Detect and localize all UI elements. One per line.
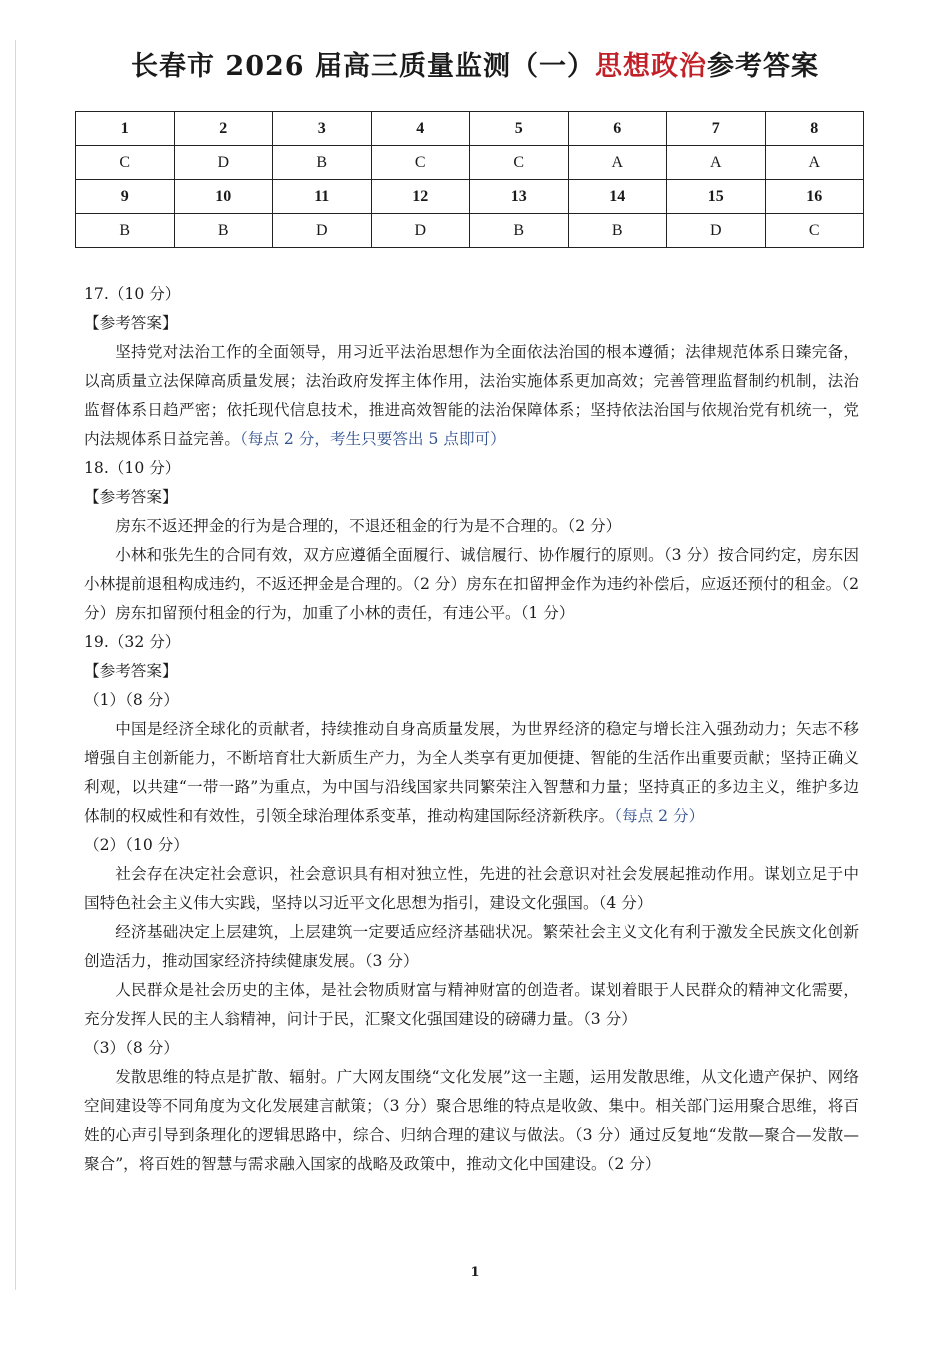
answer-cell: A [667, 146, 766, 180]
q17-ref-label: 【参考答案】 [84, 314, 178, 332]
answer-cell: C [470, 146, 569, 180]
q19-sub2-para-2: 经济基础决定上层建筑，上层建筑一定要适应经济基础状况。繁荣社会主义文化有利于激发全民族文化创新创造活力，推动国家经济持续健康发展。（3 分） [84, 923, 859, 970]
q19-sub1-note: （每点 2 分） [614, 807, 705, 825]
question-number-cell: 8 [765, 112, 864, 146]
question-number-cell: 7 [667, 112, 766, 146]
answer-cell: C [76, 146, 175, 180]
q18-heading: 18.（10 分） [84, 459, 181, 477]
q19-ref-label: 【参考答案】 [84, 662, 178, 680]
q17-note: （每点 2 分，考生只要答出 5 点即可） [239, 430, 506, 448]
answer-cell: B [470, 214, 569, 248]
answer-row [76, 146, 864, 180]
answer-table [75, 111, 864, 248]
page-title [0, 44, 950, 83]
answer-cell: B [568, 214, 667, 248]
answer-cell: D [273, 214, 372, 248]
answer-cell: C [765, 214, 864, 248]
q19-sub1-answer [84, 715, 859, 831]
question-number-cell: 9 [76, 180, 175, 214]
answer-cell: D [174, 146, 273, 180]
q18-para-2: 小林和张先生的合同有效，双方应遵循全面履行、诚信履行、协作履行的原则。（3 分）按合同约定，房东因小林提前退租构成违约，不返还押金是合理的。（2 分）房东在扣留押金作为违约补偿后，应返还预付的租金。（2 分）房东扣留预付租金的行为，加重了小林的责任，有违公平。（1 分） [84, 546, 859, 622]
question-number-cell: 4 [371, 112, 470, 146]
q19-sub3-body: 发散思维的特点是扩散、辐射。广大网友围绕“文化发展”这一主题，运用发散思维，从文化遗产保护、网络空间建设等不同角度为文化发展建言献策；（3 分）聚合思维的特点是收敛、集中。相关部门运用聚合思维，将百姓的心声引导到条理化的逻辑思路中，综合、归纳合理的建议与做法。（3 分）通过反复地“发散—聚合—发散—聚合”，将百姓的智慧与需求融入国家的战略及政策中，推动文化中国建设。（2 分） [84, 1068, 859, 1173]
answer-cell: B [273, 146, 372, 180]
question-number-row [76, 180, 864, 214]
scan-edge-line [15, 40, 16, 1290]
answer-cell: B [174, 214, 273, 248]
answer-cell: B [76, 214, 175, 248]
q19-sub2-para-3: 人民群众是社会历史的主体，是社会物质财富与精神财富的创造者。谋划着眼于人民群众的精神文化需要，充分发挥人民的主人翁精神，问计于民，汇聚文化强国建设的磅礴力量。（3 分） [84, 981, 859, 1028]
question-number-cell: 5 [470, 112, 569, 146]
q19-sub2-para-1: 社会存在决定社会意识，社会意识具有相对独立性，先进的社会意识对社会发展起推动作用。谋划立足于中国特色社会主义伟大实践，坚持以习近平文化思想为指引，建设文化强国。（4 分） [84, 865, 859, 912]
q17-body: 坚持党对法治工作的全面领导，用习近平法治思想作为全面依法治国的根本遵循；法律规范体系日臻完备，以高质量立法保障高质量发展；法治政府发挥主体作用，法治实施体系更加高效；完善管理监督制约机制，法治监督体系日趋严密；依托现代信息技术，推进高效智能的法治保障体系；坚持依法治国与依规治党有机统一，党内法规体系日益完善。 [84, 343, 859, 448]
q19-heading: 19.（32 分） [84, 633, 181, 651]
q19-sub1-heading: （1）（8 分） [84, 691, 179, 709]
answer-cell: A [765, 146, 864, 180]
question-number-cell: 6 [568, 112, 667, 146]
question-number-cell: 3 [273, 112, 372, 146]
title-subject: 思想政治 [594, 51, 707, 82]
answer-cell: C [371, 146, 470, 180]
question-number-cell: 12 [371, 180, 470, 214]
q19-sub1-body: 中国是经济全球化的贡献者，持续推动自身高质量发展，为世界经济的稳定与增长注入强劲动力；矢志不移增强自主创新能力，不断培育壮大新质生产力，为全人类享有更加便捷、智能的生活作出重要贡献；坚持正确义利观，以共建“一带一路”为重点，为中国与沿线国家共同繁荣注入智慧和力量；坚持真正的多边主义，维护多边体制的权威性和有效性，引领全球治理体系变革，推动构建国际经济新秩序。 [84, 720, 859, 825]
question-number-cell: 11 [273, 180, 372, 214]
question-number-cell: 2 [174, 112, 273, 146]
title-part-3: 参考答案 [706, 51, 819, 82]
q19-sub3-heading: （3）（8 分） [84, 1039, 179, 1057]
answer-cell: D [667, 214, 766, 248]
question-number-cell: 15 [667, 180, 766, 214]
answer-cell: A [568, 146, 667, 180]
q17-heading: 17.（10 分） [84, 285, 181, 303]
question-number-row [76, 112, 864, 146]
question-number-cell: 16 [765, 180, 864, 214]
q18-para-1: 房东不返还押金的行为是合理的，不退还租金的行为是不合理的。（2 分） [115, 517, 622, 535]
q19-sub2-heading: （2）（10 分） [84, 836, 189, 854]
answer-cell: D [371, 214, 470, 248]
answer-row [76, 214, 864, 248]
answer-content [84, 280, 859, 1179]
question-number-cell: 10 [174, 180, 273, 214]
q18-ref-label: 【参考答案】 [84, 488, 178, 506]
question-number-cell: 13 [470, 180, 569, 214]
question-number-cell: 14 [568, 180, 667, 214]
q17-answer [84, 338, 859, 454]
question-number-cell: 1 [76, 112, 175, 146]
title-part-1: 长春市 2026 届高三质量监测（一） [131, 51, 595, 82]
page-number: 1 [470, 1265, 480, 1280]
